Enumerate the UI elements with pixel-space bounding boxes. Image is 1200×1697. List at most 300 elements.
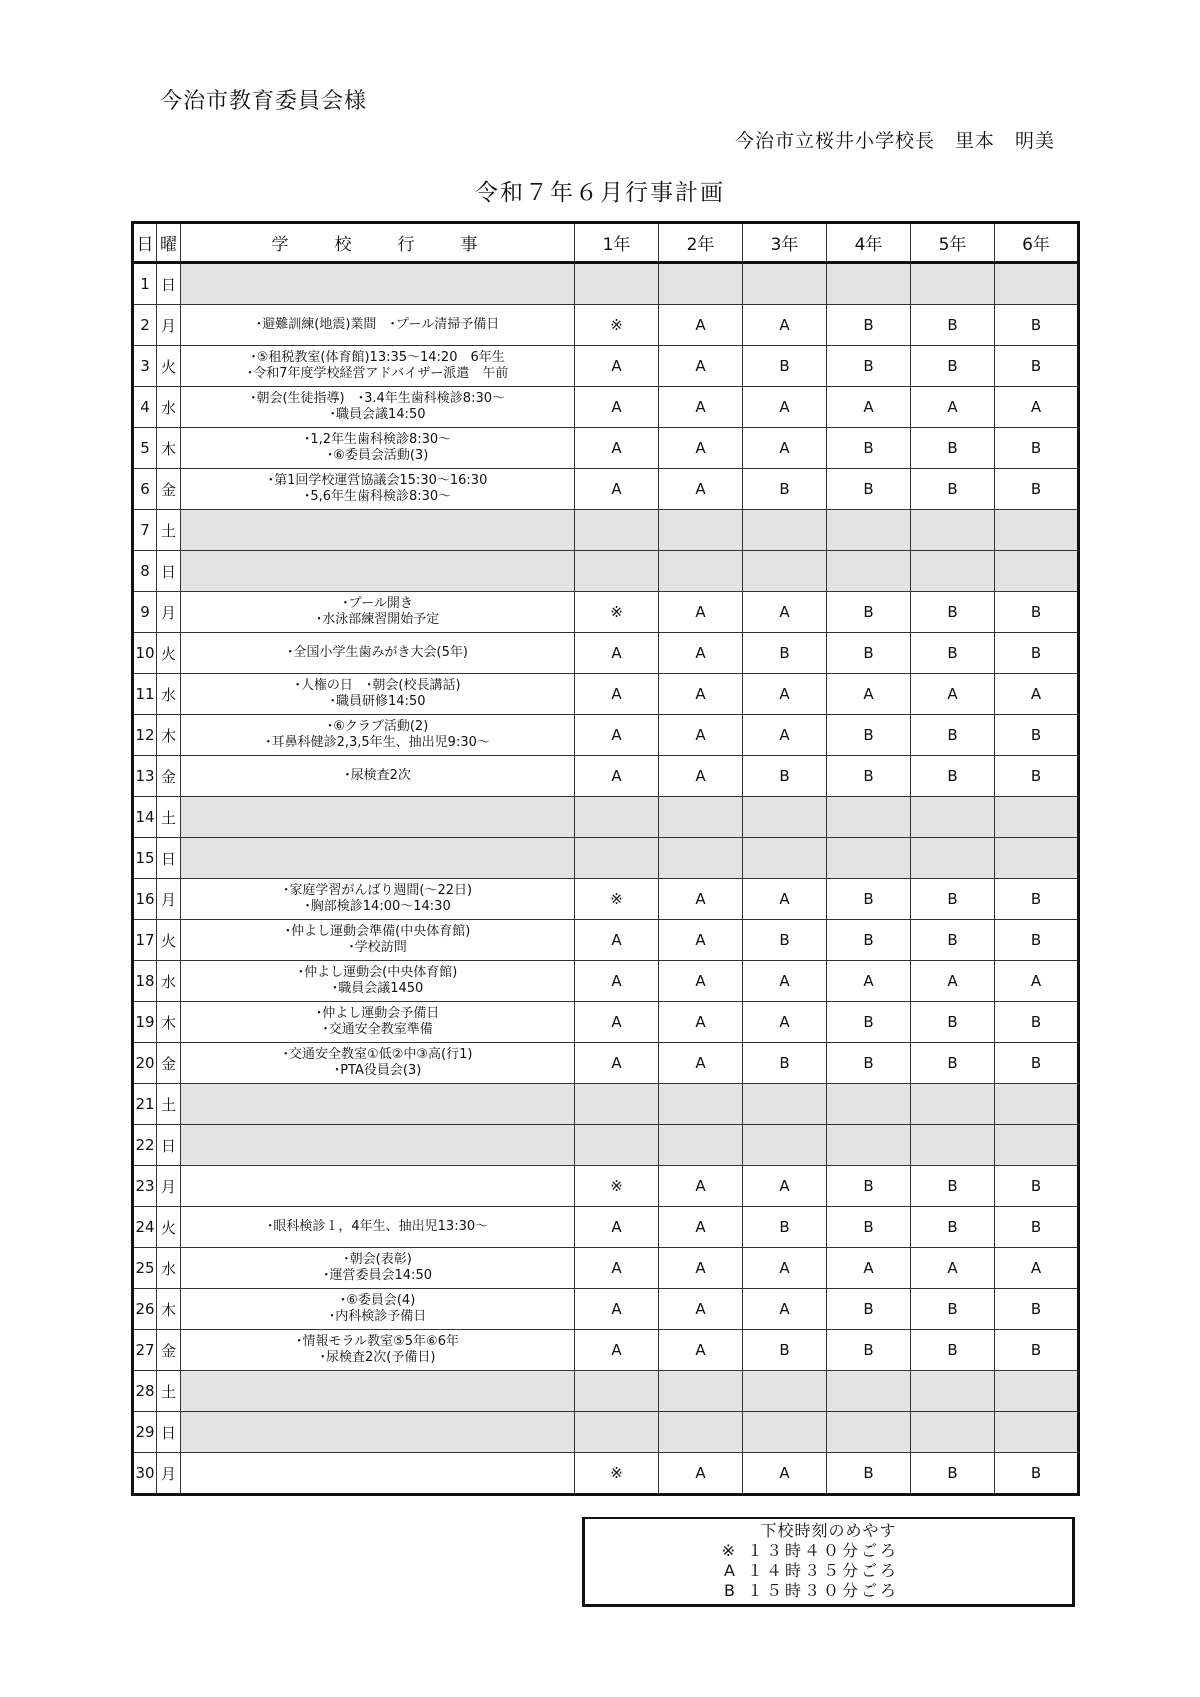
dismissal-time-legend xyxy=(582,1517,1075,1607)
grade-2-cell xyxy=(659,797,743,838)
weekday-cell: 日 xyxy=(157,1125,181,1166)
grade-1-cell xyxy=(575,263,659,305)
grade-4-cell: B xyxy=(827,1453,911,1495)
grade-4-cell: B xyxy=(827,305,911,346)
grade-3-cell: A xyxy=(743,674,827,715)
grade-4-cell: B xyxy=(827,633,911,674)
grade-3-cell: B xyxy=(743,1043,827,1084)
event-cell xyxy=(181,1371,575,1412)
event-line: ･全国小学生歯みがき大会(5年) xyxy=(287,645,468,660)
grade-1-cell: A xyxy=(575,715,659,756)
grade-3-cell: A xyxy=(743,961,827,1002)
grade-6-cell: B xyxy=(995,1002,1079,1043)
grade-3-cell xyxy=(743,797,827,838)
weekday-cell: 水 xyxy=(157,961,181,1002)
header-grade-2: 2年 xyxy=(659,223,743,263)
grade-1-cell: A xyxy=(575,428,659,469)
grade-5-cell: A xyxy=(911,674,995,715)
grade-5-cell: A xyxy=(911,1248,995,1289)
weekday-cell: 金 xyxy=(157,756,181,797)
day-cell: 8 xyxy=(133,551,157,592)
grade-5-cell: B xyxy=(911,920,995,961)
grade-1-cell: A xyxy=(575,1043,659,1084)
grade-5-cell xyxy=(911,1371,995,1412)
grade-4-cell: B xyxy=(827,920,911,961)
grade-5-cell xyxy=(911,838,995,879)
event-cell xyxy=(181,592,575,633)
grade-6-cell xyxy=(995,510,1079,551)
event-cell xyxy=(181,1289,575,1330)
schedule-body xyxy=(133,263,1079,1495)
table-row xyxy=(133,756,1079,797)
grade-3-cell: A xyxy=(743,1453,827,1495)
table-row xyxy=(133,1043,1079,1084)
event-line: ･朝会(生徒指導) ･3.4年生歯科検診8:30～ xyxy=(249,391,505,406)
grade-3-cell: B xyxy=(743,633,827,674)
day-cell: 11 xyxy=(133,674,157,715)
grade-6-cell: B xyxy=(995,1453,1079,1495)
grade-1-cell: A xyxy=(575,387,659,428)
grade-4-cell: A xyxy=(827,387,911,428)
table-row xyxy=(133,1289,1079,1330)
grade-3-cell: A xyxy=(743,387,827,428)
grade-5-cell: A xyxy=(911,387,995,428)
grade-3-cell xyxy=(743,1412,827,1453)
table-row xyxy=(133,674,1079,715)
grade-1-cell: ※ xyxy=(575,1166,659,1207)
event-line: ･避難訓練(地震)業間 ･プール清掃予備日 xyxy=(255,317,500,332)
grade-6-cell: B xyxy=(995,592,1079,633)
grade-6-cell: B xyxy=(995,879,1079,920)
day-cell: 20 xyxy=(133,1043,157,1084)
grade-6-cell: B xyxy=(995,1207,1079,1248)
grade-5-cell: B xyxy=(911,879,995,920)
grade-5-cell: B xyxy=(911,1453,995,1495)
grade-6-cell: B xyxy=(995,346,1079,387)
weekday-cell: 月 xyxy=(157,879,181,920)
grade-3-cell: B xyxy=(743,920,827,961)
grade-4-cell xyxy=(827,263,911,305)
event-line: ･1,2年生歯科検診8:30～ xyxy=(303,432,452,447)
day-cell: 6 xyxy=(133,469,157,510)
grade-1-cell: A xyxy=(575,674,659,715)
addressee: 今治市教育委員会様 xyxy=(160,89,368,114)
grade-4-cell: B xyxy=(827,756,911,797)
grade-1-cell: A xyxy=(575,469,659,510)
table-row xyxy=(133,510,1079,551)
grade-6-cell xyxy=(995,1084,1079,1125)
grade-3-cell: A xyxy=(743,1248,827,1289)
grade-6-cell xyxy=(995,797,1079,838)
grade-4-cell xyxy=(827,838,911,879)
day-cell: 16 xyxy=(133,879,157,920)
grade-5-cell xyxy=(911,797,995,838)
grade-5-cell: B xyxy=(911,756,995,797)
header-event: 学校行事 xyxy=(181,223,575,263)
day-cell: 19 xyxy=(133,1002,157,1043)
table-row xyxy=(133,1002,1079,1043)
grade-1-cell: ※ xyxy=(575,879,659,920)
grade-2-cell: A xyxy=(659,674,743,715)
event-cell xyxy=(181,879,575,920)
day-cell: 26 xyxy=(133,1289,157,1330)
event-line: ･プール開き xyxy=(342,596,413,611)
day-cell: 5 xyxy=(133,428,157,469)
grade-3-cell: B xyxy=(743,469,827,510)
table-row xyxy=(133,387,1079,428)
page-title: 令和７年６月行事計画 xyxy=(475,180,725,206)
grade-1-cell: A xyxy=(575,346,659,387)
grade-1-cell: A xyxy=(575,1330,659,1371)
table-row xyxy=(133,715,1079,756)
grade-5-cell: B xyxy=(911,592,995,633)
table-row xyxy=(133,1207,1079,1248)
event-line: ･仲よし運動会予備日 xyxy=(315,1006,440,1021)
legend-text: １５時３０分ごろ xyxy=(747,1581,900,1600)
grade-4-cell: B xyxy=(827,592,911,633)
table-row xyxy=(133,797,1079,838)
grade-2-cell: A xyxy=(659,879,743,920)
grade-4-cell xyxy=(827,1371,911,1412)
event-cell xyxy=(181,920,575,961)
grade-4-cell: B xyxy=(827,1166,911,1207)
legend-mark: A xyxy=(724,1561,735,1580)
event-cell xyxy=(181,961,575,1002)
event-line: ･職員会議1450 xyxy=(331,981,424,996)
grade-3-cell xyxy=(743,551,827,592)
grade-3-cell: A xyxy=(743,1166,827,1207)
legend-title: 下校時刻のめやす xyxy=(760,1521,897,1540)
weekday-cell: 土 xyxy=(157,1084,181,1125)
grade-6-cell: B xyxy=(995,1289,1079,1330)
event-line: ･運営委員会14:50 xyxy=(323,1268,432,1283)
event-cell xyxy=(181,305,575,346)
grade-2-cell: A xyxy=(659,633,743,674)
grade-2-cell: A xyxy=(659,961,743,1002)
event-line: ･⑤租税教室(体育館)13:35～14:20 6年生 xyxy=(250,350,505,365)
event-cell xyxy=(181,387,575,428)
weekday-cell: 月 xyxy=(157,592,181,633)
grade-2-cell: A xyxy=(659,1289,743,1330)
legend-row xyxy=(585,1541,1072,1561)
grade-3-cell: B xyxy=(743,346,827,387)
day-cell: 10 xyxy=(133,633,157,674)
grade-4-cell: B xyxy=(827,346,911,387)
weekday-cell: 日 xyxy=(157,263,181,305)
grade-3-cell xyxy=(743,510,827,551)
grade-6-cell xyxy=(995,838,1079,879)
grade-6-cell: B xyxy=(995,633,1079,674)
event-line: ･胸部検診14:00～14:30 xyxy=(304,899,451,914)
grade-5-cell: B xyxy=(911,1002,995,1043)
day-cell: 2 xyxy=(133,305,157,346)
day-cell: 12 xyxy=(133,715,157,756)
event-line: ･尿検査2次 xyxy=(344,768,411,783)
day-cell: 9 xyxy=(133,592,157,633)
grade-1-cell: A xyxy=(575,1289,659,1330)
grade-2-cell xyxy=(659,1371,743,1412)
grade-6-cell: B xyxy=(995,1166,1079,1207)
grade-1-cell xyxy=(575,510,659,551)
grade-6-cell: B xyxy=(995,756,1079,797)
grade-1-cell xyxy=(575,1125,659,1166)
day-cell: 7 xyxy=(133,510,157,551)
weekday-cell: 土 xyxy=(157,1371,181,1412)
grade-6-cell: A xyxy=(995,387,1079,428)
grade-2-cell: A xyxy=(659,715,743,756)
weekday-cell: 水 xyxy=(157,387,181,428)
legend-mark: B xyxy=(724,1581,735,1600)
weekday-cell: 木 xyxy=(157,715,181,756)
table-header-row xyxy=(133,223,1079,263)
weekday-cell: 土 xyxy=(157,510,181,551)
day-cell: 30 xyxy=(133,1453,157,1495)
event-line: ･交通安全教室準備 xyxy=(322,1022,433,1037)
header-day: 日 xyxy=(133,223,157,263)
grade-4-cell xyxy=(827,510,911,551)
day-cell: 21 xyxy=(133,1084,157,1125)
grade-6-cell: A xyxy=(995,961,1079,1002)
event-cell xyxy=(181,838,575,879)
weekday-cell: 月 xyxy=(157,1166,181,1207)
table-row xyxy=(133,1166,1079,1207)
grade-2-cell: A xyxy=(659,1043,743,1084)
day-cell: 29 xyxy=(133,1412,157,1453)
grade-2-cell xyxy=(659,1125,743,1166)
table-row xyxy=(133,961,1079,1002)
grade-1-cell: A xyxy=(575,633,659,674)
event-line: ･交通安全教室①低②中③高(行1) xyxy=(282,1047,473,1062)
grade-4-cell: B xyxy=(827,879,911,920)
sender-principal: 今治市立桜井小学校長 里本 明美 xyxy=(734,130,1055,152)
table-row xyxy=(133,1412,1079,1453)
grade-4-cell: B xyxy=(827,1207,911,1248)
grade-5-cell: B xyxy=(911,346,995,387)
event-line: ･⑥委員会活動(3) xyxy=(326,448,429,463)
grade-1-cell: ※ xyxy=(575,592,659,633)
grade-2-cell xyxy=(659,1084,743,1125)
event-line: ･人権の日 ･朝会(校長講話) xyxy=(294,678,461,693)
grade-6-cell: B xyxy=(995,305,1079,346)
grade-1-cell: A xyxy=(575,1207,659,1248)
grade-2-cell: A xyxy=(659,1453,743,1495)
schedule-table xyxy=(131,221,1080,1496)
grade-2-cell: A xyxy=(659,346,743,387)
weekday-cell: 金 xyxy=(157,1330,181,1371)
grade-5-cell: B xyxy=(911,715,995,756)
grade-1-cell: A xyxy=(575,961,659,1002)
weekday-cell: 水 xyxy=(157,674,181,715)
grade-2-cell: A xyxy=(659,428,743,469)
grade-3-cell xyxy=(743,1371,827,1412)
event-line: ･情報モラル教室⑤5年⑥6年 xyxy=(296,1334,459,1349)
table-row xyxy=(133,879,1079,920)
grade-3-cell: B xyxy=(743,1207,827,1248)
grade-6-cell: A xyxy=(995,1248,1079,1289)
event-line: ･仲よし運動会準備(中央体育館) xyxy=(284,924,471,939)
weekday-cell: 火 xyxy=(157,1207,181,1248)
grade-6-cell xyxy=(995,1125,1079,1166)
grade-4-cell xyxy=(827,551,911,592)
grade-4-cell: B xyxy=(827,469,911,510)
event-line: ･学校訪問 xyxy=(348,940,407,955)
grade-4-cell xyxy=(827,1125,911,1166)
event-line: ･⑥クラブ活動(2) xyxy=(326,719,429,734)
grade-4-cell: B xyxy=(827,715,911,756)
grade-2-cell: A xyxy=(659,1248,743,1289)
event-cell xyxy=(181,756,575,797)
grade-1-cell: A xyxy=(575,1002,659,1043)
event-line: ･耳鼻科健診2,3,5年生、抽出児9:30～ xyxy=(265,735,490,750)
weekday-cell: 日 xyxy=(157,551,181,592)
table-row xyxy=(133,305,1079,346)
grade-6-cell xyxy=(995,1371,1079,1412)
legend-mark: ※ xyxy=(721,1541,735,1560)
weekday-cell: 火 xyxy=(157,920,181,961)
grade-4-cell xyxy=(827,1412,911,1453)
table-row xyxy=(133,346,1079,387)
day-cell: 23 xyxy=(133,1166,157,1207)
day-cell: 4 xyxy=(133,387,157,428)
grade-5-cell: A xyxy=(911,961,995,1002)
grade-6-cell: B xyxy=(995,428,1079,469)
event-cell xyxy=(181,797,575,838)
grade-2-cell xyxy=(659,1412,743,1453)
grade-1-cell xyxy=(575,551,659,592)
grade-5-cell xyxy=(911,551,995,592)
grade-5-cell: B xyxy=(911,305,995,346)
event-line: ･職員研修14:50 xyxy=(329,694,426,709)
table-row xyxy=(133,592,1079,633)
day-cell: 15 xyxy=(133,838,157,879)
event-cell xyxy=(181,428,575,469)
weekday-cell: 日 xyxy=(157,1412,181,1453)
weekday-cell: 火 xyxy=(157,633,181,674)
grade-5-cell: B xyxy=(911,633,995,674)
weekday-cell: 日 xyxy=(157,838,181,879)
grade-4-cell xyxy=(827,797,911,838)
day-cell: 1 xyxy=(133,263,157,305)
event-cell xyxy=(181,1453,575,1495)
grade-1-cell xyxy=(575,1371,659,1412)
grade-5-cell: B xyxy=(911,428,995,469)
header-grade-3: 3年 xyxy=(743,223,827,263)
event-line: ･朝会(表彰) xyxy=(343,1252,412,1267)
grade-2-cell: A xyxy=(659,1166,743,1207)
event-line: ･仲よし運動会(中央体育館) xyxy=(297,965,458,980)
weekday-cell: 月 xyxy=(157,1453,181,1495)
grade-3-cell xyxy=(743,838,827,879)
grade-3-cell: A xyxy=(743,305,827,346)
header-grade-6: 6年 xyxy=(995,223,1079,263)
weekday-cell: 月 xyxy=(157,305,181,346)
event-line: ･職員会議14:50 xyxy=(329,407,426,422)
weekday-cell: 火 xyxy=(157,346,181,387)
grade-4-cell: B xyxy=(827,1289,911,1330)
grade-2-cell: A xyxy=(659,387,743,428)
event-cell xyxy=(181,469,575,510)
event-cell xyxy=(181,1412,575,1453)
event-cell xyxy=(181,1002,575,1043)
grade-1-cell xyxy=(575,1084,659,1125)
grade-5-cell xyxy=(911,1412,995,1453)
grade-4-cell: B xyxy=(827,1043,911,1084)
grade-1-cell xyxy=(575,797,659,838)
grade-1-cell: ※ xyxy=(575,1453,659,1495)
weekday-cell: 木 xyxy=(157,1002,181,1043)
grade-2-cell: A xyxy=(659,305,743,346)
table-row xyxy=(133,1125,1079,1166)
event-line: ･尿検査2次(予備日) xyxy=(319,1350,436,1365)
event-line: ･第1回学校運営協議会15:30～16:30 xyxy=(267,473,488,488)
event-cell xyxy=(181,1330,575,1371)
grade-5-cell: B xyxy=(911,1166,995,1207)
day-cell: 25 xyxy=(133,1248,157,1289)
day-cell: 13 xyxy=(133,756,157,797)
grade-2-cell: A xyxy=(659,469,743,510)
grade-5-cell: B xyxy=(911,469,995,510)
grade-2-cell: A xyxy=(659,592,743,633)
grade-4-cell: B xyxy=(827,1330,911,1371)
legend-row xyxy=(585,1581,1072,1601)
grade-4-cell: B xyxy=(827,428,911,469)
event-line: ･家庭学習がんばり週間(～22日) xyxy=(282,883,473,898)
grade-3-cell: B xyxy=(743,1330,827,1371)
header-grade-4: 4年 xyxy=(827,223,911,263)
event-cell xyxy=(181,551,575,592)
event-line: ･PTA役員会(3) xyxy=(333,1063,422,1078)
event-line: ･5,6年生歯科検診8:30～ xyxy=(303,489,452,504)
weekday-cell: 金 xyxy=(157,469,181,510)
weekday-cell: 金 xyxy=(157,1043,181,1084)
header-grade-1: 1年 xyxy=(575,223,659,263)
grade-5-cell: B xyxy=(911,1043,995,1084)
grade-2-cell: A xyxy=(659,1330,743,1371)
table-row xyxy=(133,428,1079,469)
weekday-cell: 木 xyxy=(157,1289,181,1330)
day-cell: 14 xyxy=(133,797,157,838)
event-cell xyxy=(181,674,575,715)
grade-5-cell: B xyxy=(911,1207,995,1248)
grade-4-cell: A xyxy=(827,961,911,1002)
day-cell: 27 xyxy=(133,1330,157,1371)
grade-5-cell xyxy=(911,510,995,551)
table-row xyxy=(133,1248,1079,1289)
legend-row xyxy=(585,1561,1072,1581)
grade-1-cell: A xyxy=(575,920,659,961)
grade-1-cell: A xyxy=(575,756,659,797)
grade-3-cell: A xyxy=(743,592,827,633)
table-row xyxy=(133,1084,1079,1125)
event-cell xyxy=(181,1166,575,1207)
grade-6-cell: B xyxy=(995,715,1079,756)
weekday-cell: 土 xyxy=(157,797,181,838)
grade-2-cell xyxy=(659,510,743,551)
table-row xyxy=(133,469,1079,510)
grade-6-cell: B xyxy=(995,1330,1079,1371)
event-cell xyxy=(181,1207,575,1248)
day-cell: 24 xyxy=(133,1207,157,1248)
header-grade-5: 5年 xyxy=(911,223,995,263)
grade-3-cell xyxy=(743,1125,827,1166)
grade-3-cell xyxy=(743,263,827,305)
day-cell: 3 xyxy=(133,346,157,387)
grade-3-cell: A xyxy=(743,1002,827,1043)
legend-text: １３時４０分ごろ xyxy=(747,1541,900,1560)
grade-2-cell xyxy=(659,263,743,305)
event-line: ･水泳部練習開始予定 xyxy=(315,612,440,627)
grade-5-cell: B xyxy=(911,1289,995,1330)
